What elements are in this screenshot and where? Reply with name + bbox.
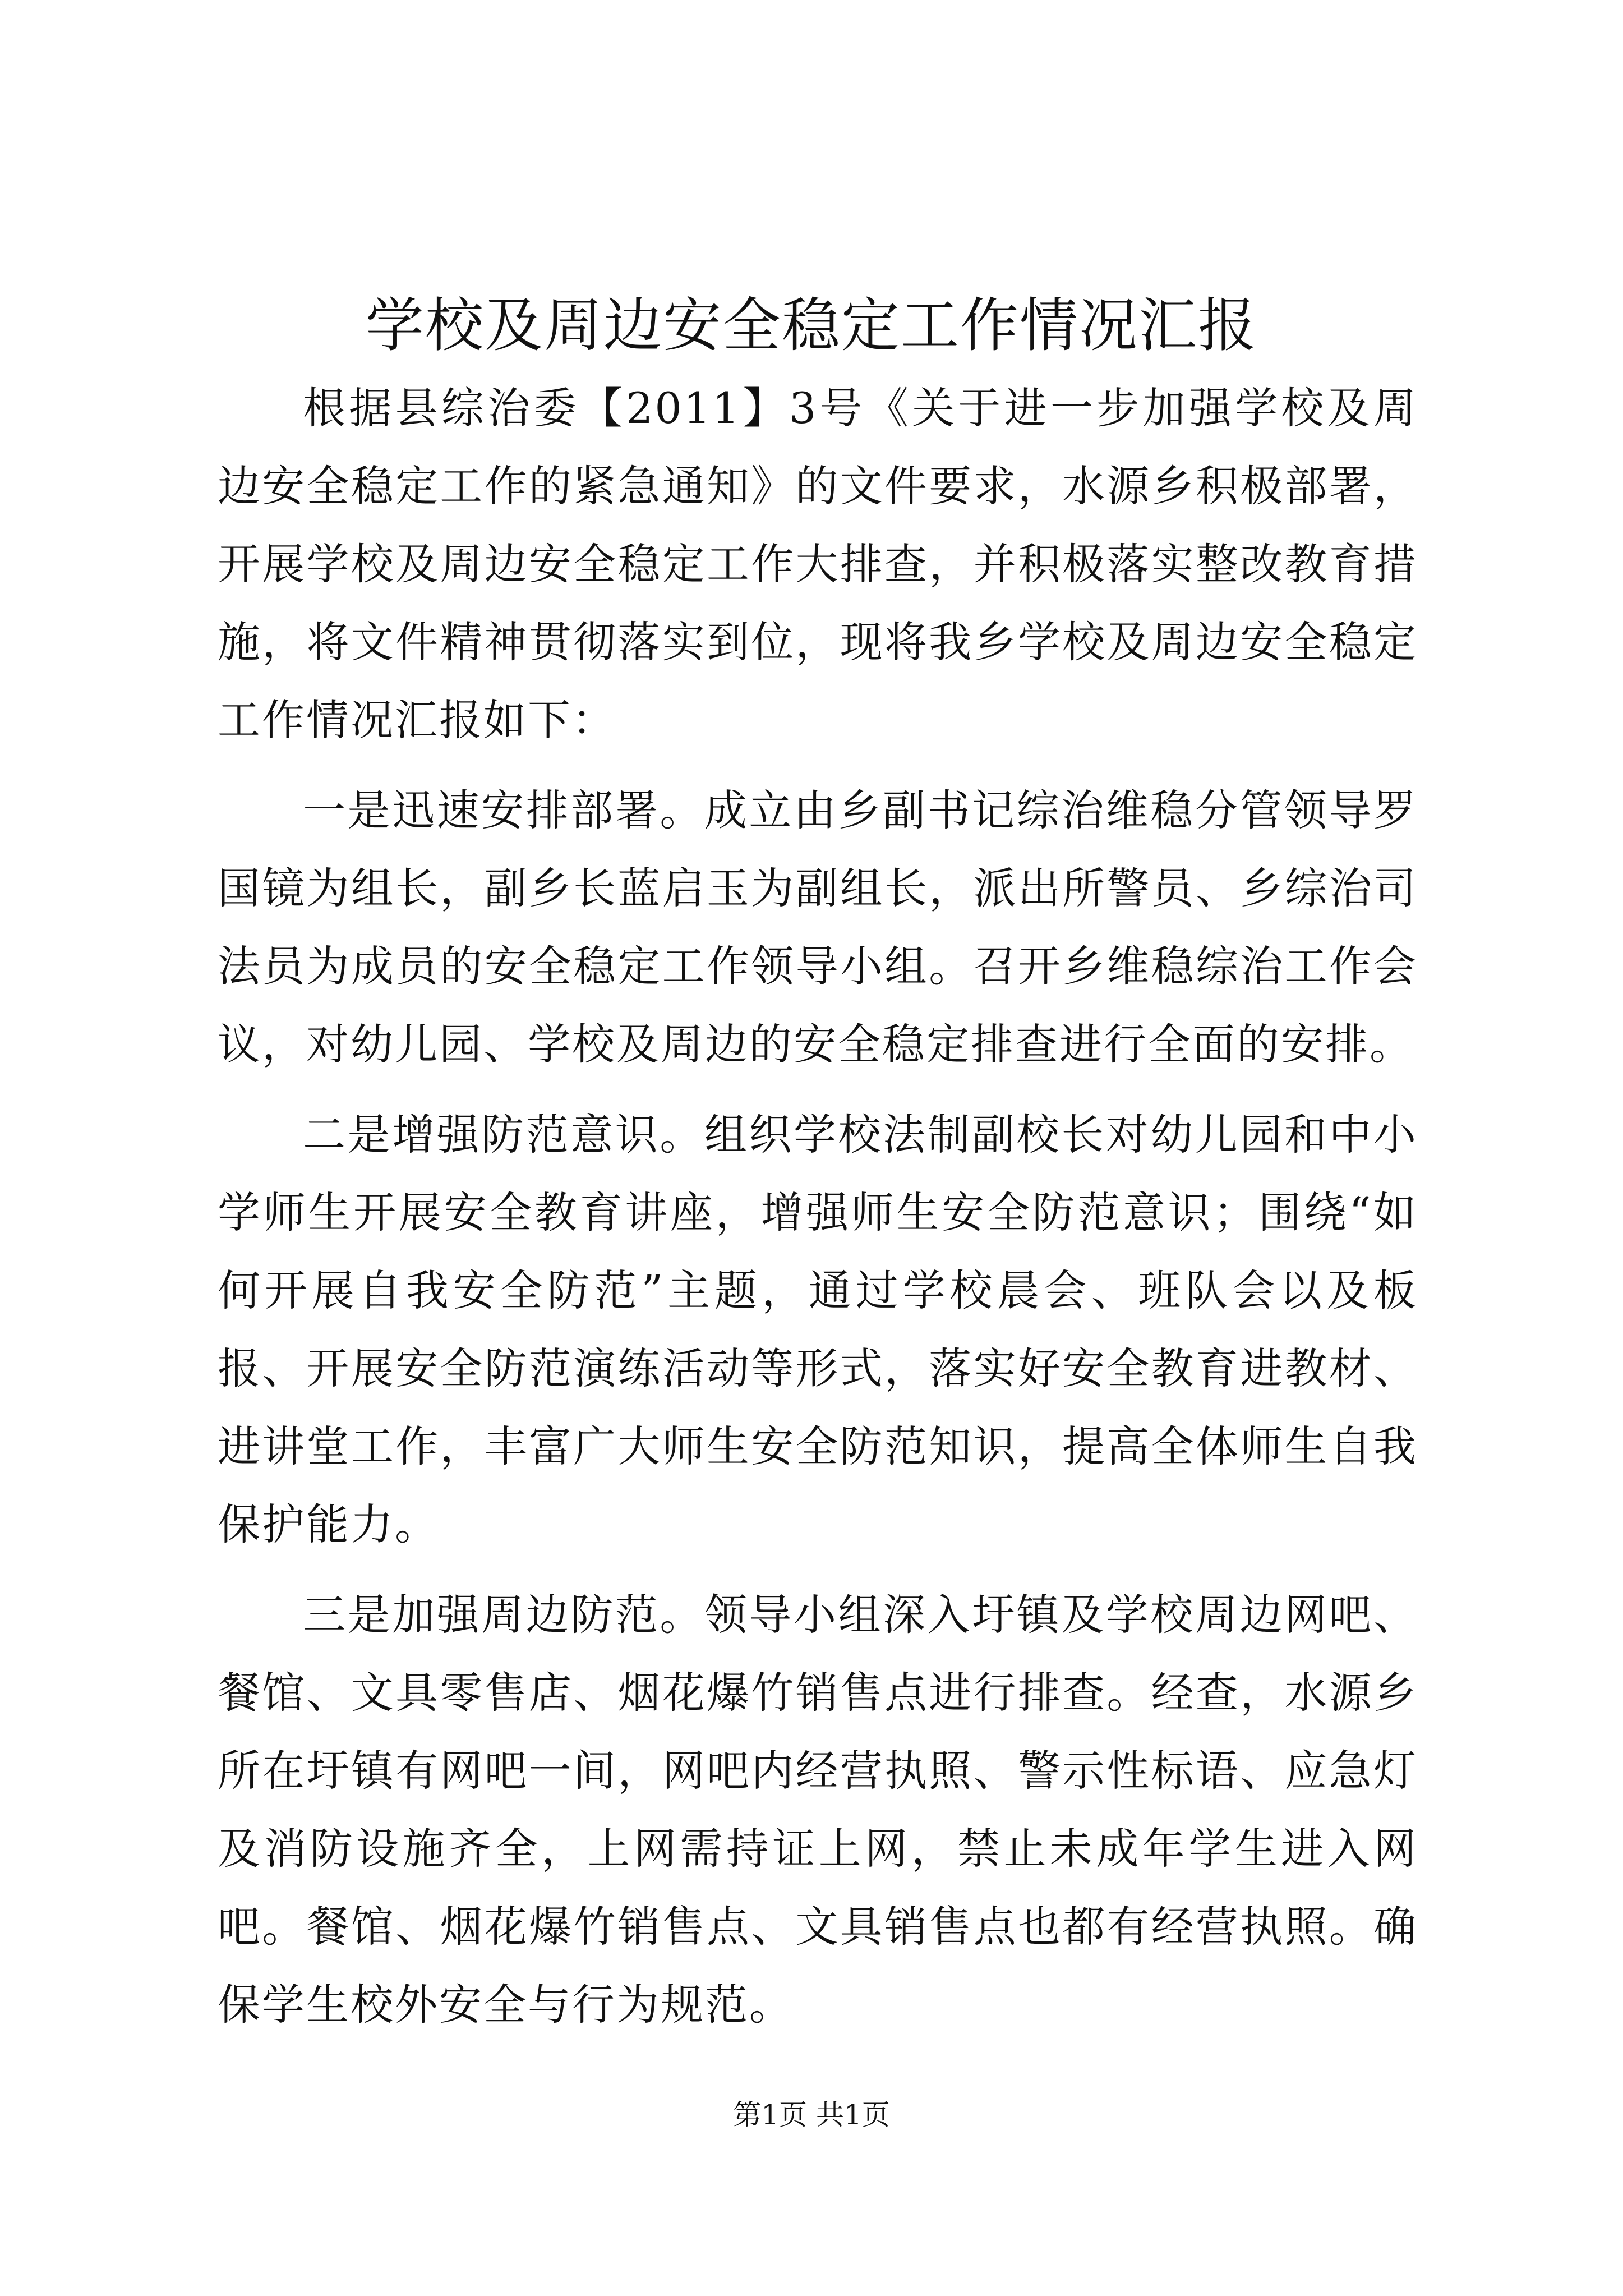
paragraph-awareness: 二是增强防范意识。组织学校法制副校长对幼儿园和中小学师生开展安全教育讲座，增强师生安全防范意识；围绕“如何开展自我安全防范”主题，通过学校晨会、班队会以及板报、开展安全防范演练活动等形式，落实好安全教育进教材、进讲堂工作，丰富广大师生安全防范知识，提高全体师生自我保护能力。 <box>218 1110 1418 1549</box>
page-number-footer: 第1页 共1页 <box>733 2099 890 2131</box>
paragraph-surroundings: 三是加强周边防范。领导小组深入圩镇及学校周边网吧、餐馆、文具零售店、烟花爆竹销售点进行排查。经查，水源乡所在圩镇有网吧一间，网吧内经营执照、警示性标语、应急灯及消防设施齐全，上网需持证上网，禁止未成年学生进入网吧。餐馆、烟花爆竹销售点、文具销售点也都有经营执照。确保学生校外安全与行为规范。 <box>218 1590 1418 2030</box>
document-title: 学校及周边安全稳定工作情况汇报 <box>365 291 1257 360</box>
document-body <box>218 369 1418 2044</box>
paragraph-deployment: 一是迅速安排部署。成立由乡副书记综治维稳分管领导罗国镜为组长，副乡长蓝启玉为副组长，派出所警员、乡综治司法员为成员的安全稳定工作领导小组。召开乡维稳综治工作会议，对幼儿园、学校及周边的安全稳定排查进行全面的安排。 <box>218 785 1418 1069</box>
paragraph-intro: 根据县综治委【2011】3号《关于进一步加强学校及周边安全稳定工作的紧急通知》的文件要求，水源乡积极部署，开展学校及周边安全稳定工作大排查，并积极落实整改教育措施，将文件精神贯彻落实到位，现将我乡学校及周边安全稳定工作情况汇报如下： <box>218 383 1418 745</box>
